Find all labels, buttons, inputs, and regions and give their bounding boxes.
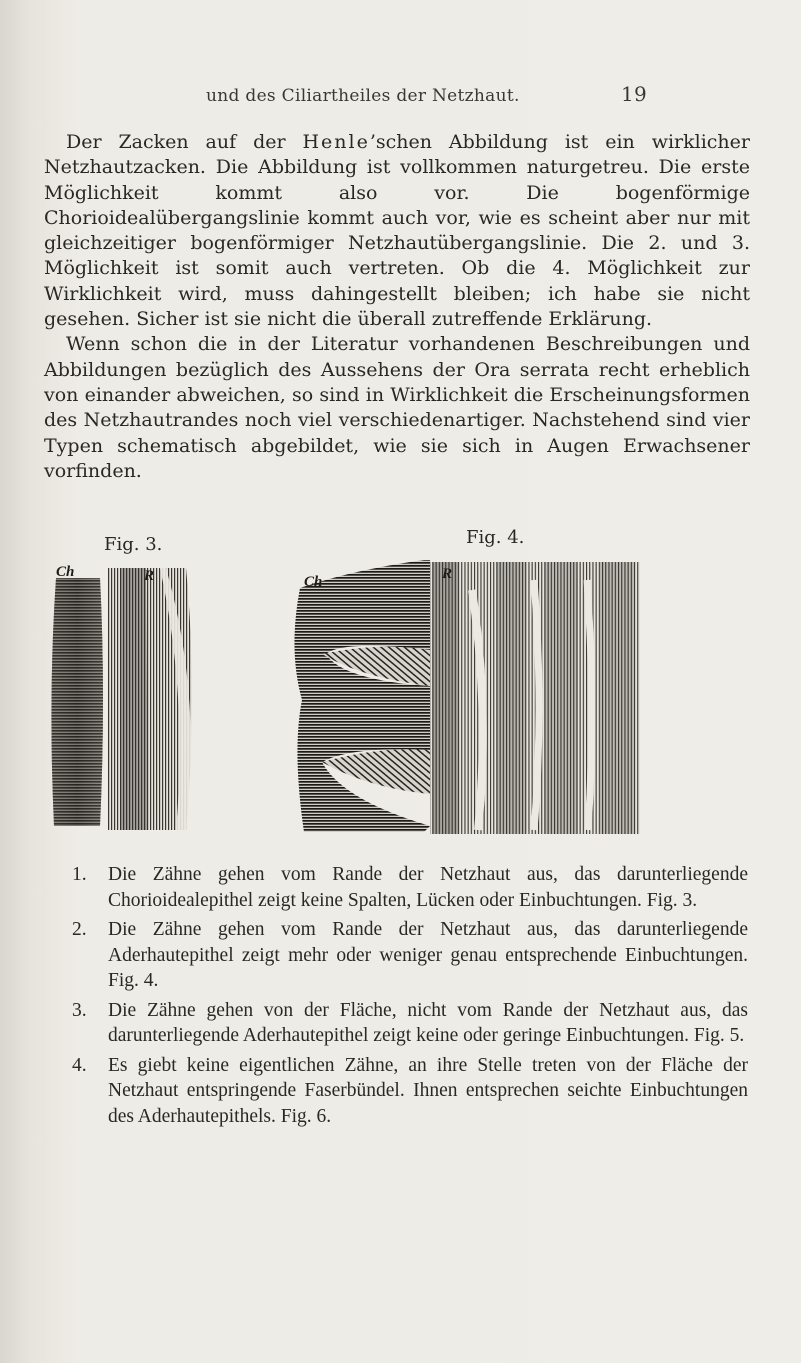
list-item: [72, 998, 748, 1049]
paragraph-2: Wenn schon die in der Literatur vorhandenen Beschreibungen und Abbildungen bezüglich des Aussehens der Ora serrata recht erheblich von einander abweichen, so sind in Wirklichkeit die Erscheinungsformen des Netzhautrandes noch viel verschiedenartiger. Nachstehend sind vier Typen schematisch abgebildet, wie sie sich in Augen Erwachsener vorfinden.: [44, 333, 750, 482]
fig4-illustration: [282, 550, 654, 836]
fig4-mark-ch: Ch: [304, 574, 323, 590]
list-item-text: Die Zähne gehen vom Rande der Netzhaut aus, das darunterliegende Chorioidealepithel zeigt keine Spalten, Lücken oder Einbuchtungen. Fig. 3.: [108, 864, 748, 911]
list-item-text: Die Zähne gehen von der Fläche, nicht vom Rande der Netzhaut aus, das darunterliegende Aderhautepithel zeigt keine oder geringe Einbuchtungen. Fig. 5.: [108, 999, 748, 1046]
list-item: [72, 1053, 748, 1130]
list-item-number: 1.: [72, 864, 87, 885]
page-number: 19: [621, 82, 648, 106]
fig4-label: Fig. 4.: [466, 527, 525, 548]
list-item-text: Es giebt keine eigentlichen Zähne, an ihre Stelle treten von der Fläche der Netzhaut entspringende Faserbündel. Ihnen entsprechen seichte Einbuchtungen des Aderhautepithels. Fig. 6.: [108, 1054, 748, 1127]
list-item: [72, 862, 748, 913]
list-item: [72, 917, 748, 994]
list-item-text: Die Zähne gehen vom Rande der Netzhaut aus, das darunterliegende Aderhautepithel zeigt mehr oder weniger genau entsprechende Einbuchtungen. Fig. 4.: [108, 919, 748, 991]
list-item-number: 3.: [72, 999, 87, 1021]
list-item-number: 2.: [72, 919, 87, 940]
paragraph-1-lead: Der Zacken auf der: [66, 131, 303, 153]
fig4-mark-r: R: [442, 566, 453, 582]
fig3-mark-r: R: [144, 568, 155, 584]
author-name: Henle: [302, 131, 370, 153]
page-header: [0, 82, 801, 116]
fig3-mark-ch: Ch: [56, 564, 75, 580]
body-text: [44, 130, 750, 484]
type-list: [72, 862, 748, 1133]
paragraph-1: [44, 130, 750, 332]
paragraph-1-rest: ’schen Abbildung ist ein wirklicher Netzhautzacken. Die Abbildung ist vollkommen naturgetreu. Die erste Möglichkeit kommt also vor. Die bogenförmige Chorioidealübergangslinie kommt auch vor, wie es scheint aber nur mit gleichzeitiger bogenförmiger Netzhautübergangslinie. Die 2. und 3. Möglichkeit ist somit auch vertreten. Ob die 4. Möglichkeit zur Wirklichkeit wird, muss dahingestellt bleiben; ich habe sie nicht gesehen. Sicher ist sie nicht die überall zutreffende Erklärung.: [44, 131, 750, 331]
fig3-illustration: [36, 556, 236, 838]
fig3-label: Fig. 3.: [104, 534, 163, 555]
list-item-number: 4.: [72, 1054, 87, 1076]
running-title: und des Ciliartheiles der Netzhaut.: [206, 86, 520, 106]
